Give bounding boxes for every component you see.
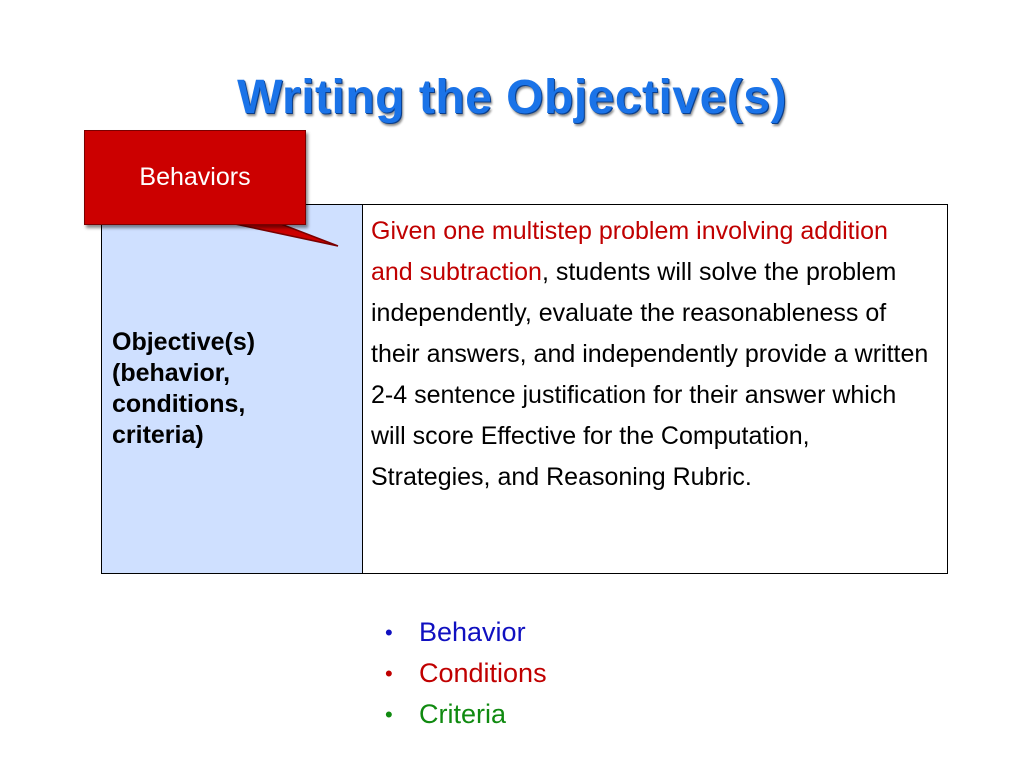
callout-label: Behaviors	[139, 163, 251, 191]
label-line: criteria)	[112, 421, 204, 449]
objective-table	[101, 204, 948, 574]
bullet-icon: •	[385, 702, 393, 727]
list-item	[385, 694, 547, 735]
table-row	[102, 205, 948, 574]
legend-list	[385, 612, 547, 735]
slide-title: Writing the Objective(s)	[237, 71, 787, 124]
legend-label-criteria: Criteria	[419, 699, 507, 729]
objective-content-cell	[363, 205, 948, 574]
list-item	[385, 653, 547, 694]
conditions-text: Given one multistep problem involving addition and subtraction	[371, 217, 888, 286]
label-line: Objective(s)	[112, 328, 256, 356]
legend-label-behavior: Behavior	[419, 617, 526, 647]
label-line: (behavior,	[112, 359, 231, 387]
objective-rest-text: , students will solve the problem independently, evaluate the reasonableness of their answers, and independently provide a written 2-4 sentence justification for their answer which will score Effective for the Computation, Strategies, and Reasoning Rubric.	[371, 258, 929, 491]
bullet-icon: •	[385, 620, 393, 645]
bullet-icon: •	[385, 661, 393, 686]
behaviors-callout	[84, 130, 306, 225]
list-item	[385, 612, 547, 653]
objective-label-cell	[102, 205, 363, 574]
label-line: conditions,	[112, 390, 246, 418]
legend-label-conditions: Conditions	[419, 658, 547, 688]
